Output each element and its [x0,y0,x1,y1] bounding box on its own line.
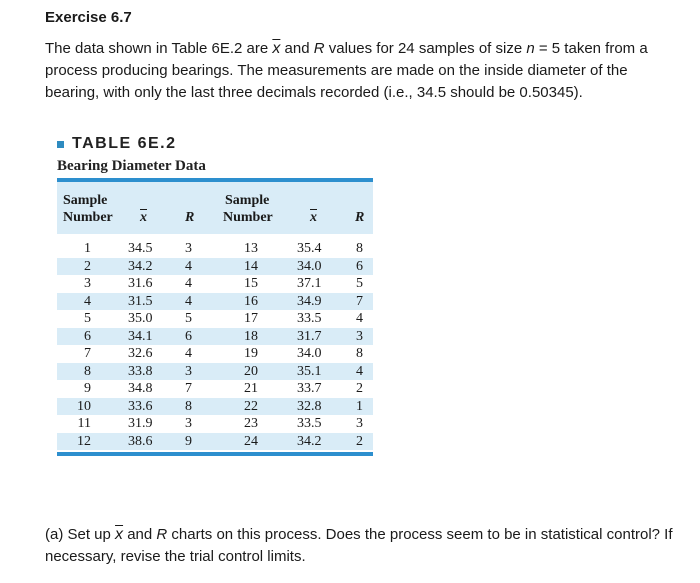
xbar-value-left: 32.6 [128,346,153,361]
header-r-left: R [185,210,195,225]
sample-number-right: 23 [244,416,258,431]
r-value-left: 4 [185,276,192,291]
sample-number-right: 24 [244,433,258,449]
sample-number-left: 6 [84,328,91,344]
r-value-right: 6 [356,258,363,274]
r-value-right: 7 [356,293,363,309]
header-xbar-right: $\overline{x}$ [310,210,317,225]
xbar-value-right: 33.5 [297,311,322,326]
table-bullet-icon [57,141,64,148]
xbar-value-right: 34.0 [297,258,322,274]
xbar-value-left: 33.6 [128,398,153,414]
xbar-value-right: 35.4 [297,241,322,256]
sample-number-right: 13 [244,241,258,256]
table-row [57,310,373,328]
r-value-left: 4 [185,258,192,274]
sample-number-left: 4 [84,293,91,309]
xbar-value-right: 34.2 [297,433,322,449]
xbar-value-left: 35.0 [128,311,153,326]
r-value-right: 5 [356,276,363,291]
xbar-value-left: 34.8 [128,381,153,396]
question-xbar-symbol: $\overline{x}$ [115,526,124,543]
sample-number-right: 21 [244,381,258,396]
r-value-left: 3 [185,363,192,379]
r-value-right: 4 [356,311,363,326]
sample-number-right: 22 [244,398,258,414]
r-value-left: 5 [185,311,192,326]
table-row [57,328,373,346]
exercise-title: Exercise 6.7 [45,9,132,26]
n-symbol: n [526,40,535,57]
xbar-value-left: 31.6 [128,276,153,291]
table-header [57,182,373,234]
r-value-right: 3 [356,328,363,344]
sample-number-right: 15 [244,276,258,291]
table-row [57,345,373,363]
table-row [57,275,373,293]
r-value-right: 2 [356,381,363,396]
xbar-value-left: 34.1 [128,328,153,344]
r-value-left: 6 [185,328,192,344]
xbar-value-right: 33.7 [297,381,322,396]
xbar-value-left: 31.5 [128,293,153,309]
xbar-symbol: $\overline{x}$ [272,40,281,57]
sample-number-left: 8 [84,363,91,379]
r-value-right: 8 [356,241,363,256]
sample-number-right: 16 [244,293,258,309]
table-caption: Bearing Diameter Data [57,158,206,174]
xbar-value-left: 33.8 [128,363,153,379]
xbar-value-right: 33.5 [297,416,322,431]
sample-number-right: 14 [244,258,258,274]
sample-number-left: 10 [77,398,91,414]
header-number-left: Number [63,210,113,225]
r-symbol: R [313,40,325,57]
question-r-symbol: R [156,526,168,543]
r-value-left: 3 [185,241,192,256]
question-a [45,524,695,568]
sample-number-left: 9 [84,381,91,396]
sample-number-left: 11 [77,416,91,431]
sample-number-left: 2 [84,258,91,274]
table-row [57,415,373,433]
table-row [57,380,373,398]
header-r-right: R [355,210,365,225]
sample-number-left: 12 [77,433,91,449]
r-value-left: 8 [185,398,192,414]
xbar-value-left: 34.2 [128,258,153,274]
r-value-right: 8 [356,346,363,361]
xbar-value-right: 32.8 [297,398,322,414]
table-row [57,258,373,276]
table-row [57,240,373,258]
r-value-left: 3 [185,416,192,431]
table-row [57,363,373,381]
table-row [57,433,373,451]
r-value-right: 3 [356,416,363,431]
header-xbar-left: $\overline{x}$ [140,210,147,225]
header-sample-right: Sample [225,193,270,208]
sample-number-left: 1 [84,241,91,256]
table-row [57,293,373,311]
table-body [57,240,373,450]
problem-statement [45,38,685,104]
xbar-value-right: 31.7 [297,328,322,344]
r-value-right: 4 [356,363,363,379]
xbar-value-right: 35.1 [297,363,322,379]
header-number-right: Number [223,210,273,225]
sample-number-right: 20 [244,363,258,379]
r-value-left: 4 [185,346,192,361]
xbar-value-right: 34.0 [297,346,322,361]
header-sample-left: Sample [63,193,108,208]
r-value-right: 1 [356,398,363,414]
table-label [57,135,373,153]
xbar-value-left: 31.9 [128,416,153,431]
question-text-3: charts on this process. Does the process seem to be in statistical control? If necessary, revise the trial control limits. [45,526,673,565]
table-bottom-rule [57,452,373,456]
sample-number-left: 5 [84,311,91,326]
intro-text-1: The data shown in Table 6E.2 are [45,40,273,57]
question-text-1: (a) Set up [45,526,116,543]
sample-number-left: 7 [84,346,91,361]
r-value-left: 4 [185,293,192,309]
table-label-text: TABLE 6E.2 [72,135,177,152]
sample-number-left: 3 [84,276,91,291]
xbar-value-left: 38.6 [128,433,153,449]
intro-text-3: values for 24 samples of size [324,40,527,57]
sample-number-right: 17 [244,311,258,326]
sample-number-right: 19 [244,346,258,361]
r-value-left: 9 [185,433,192,449]
question-text-2: and [123,526,157,543]
intro-text-2: and [280,40,314,57]
xbar-value-left: 34.5 [128,241,153,256]
sample-number-right: 18 [244,328,258,344]
r-value-right: 2 [356,433,363,449]
table-row [57,398,373,416]
xbar-value-right: 37.1 [297,276,322,291]
r-value-left: 7 [185,381,192,396]
xbar-value-right: 34.9 [297,293,322,309]
intro-text-4: = 5 taken from a process producing bearings. The measurements are made on the inside diameter of the bearing, with only the last three decimals recorded (i.e., 34.5 should be 0.50345). [45,40,648,101]
bearing-table [57,135,373,456]
